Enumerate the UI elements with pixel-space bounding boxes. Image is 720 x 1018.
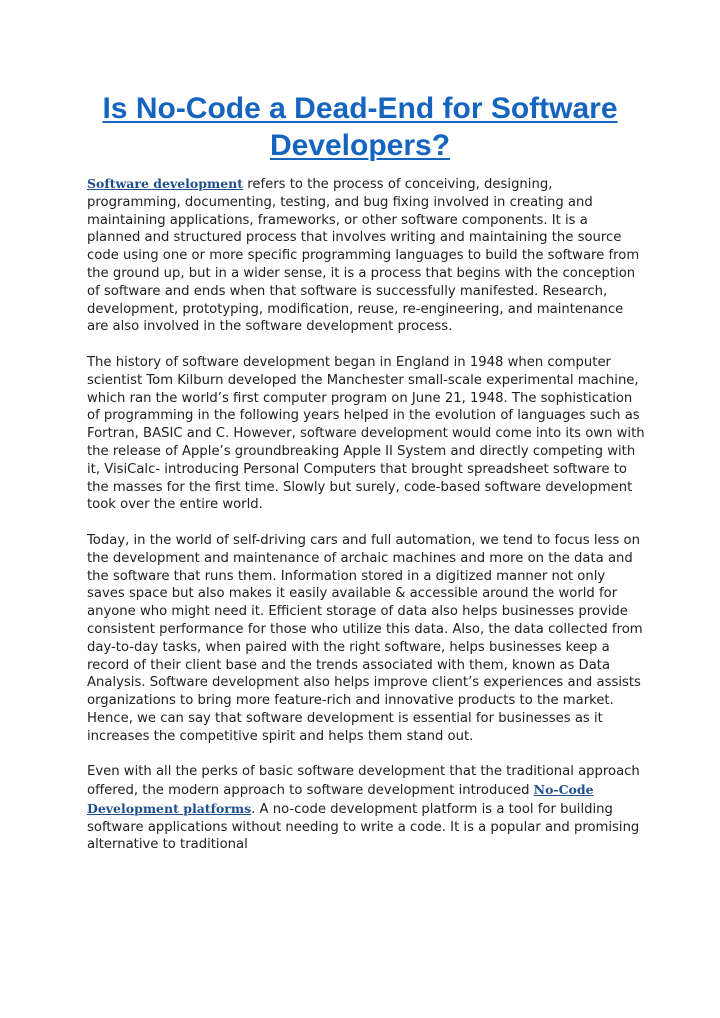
paragraph-intro-text: refers to the process of conceiving, designing, programming, documenting, testing, and bug fixing involved in creating and maintaining applications, frameworks, or other software components. It is a planned and structured process that involves writing and maintaining the source code using one or more specific programming languages to build the software from the ground up, but in a wider sense, it is a process that begins with the conception of software and ends when that software is successfully manifested. Research, development, prototyping, modification, reuse, re-engineering, and maintenance are also involved in the software development process. [87,177,640,335]
article-body [87,175,645,872]
paragraph-history: The history of software development began in England in 1948 when computer scientist Tom Kilburn developed the Manchester small-scale experimental machine, which ran the world’s first computer program on June 21, 1948. The sophistication of programming in the following years helped in the evolution of languages such as Fortran, BASIC and C. However, software development would come into its own with the release of Apple’s groundbreaking Apple II System and directly competing with it, VisiCalc- introducing Personal Computers that brought spreadsheet software to the masses for the first time. Slowly but surely, code-based software development took over the entire world. [87,354,645,513]
paragraph-intro [87,175,645,336]
paragraph-no-code-text-after: . A no-code development platform is a tool for building software applications without needing to write a code. It is a popular and promising alternative to traditional [87,801,640,853]
no-code-platforms-link[interactable]: No-Code Development platforms [87,782,594,816]
paragraph-today: Today, in the world of self-driving cars and full automation, we tend to focus less on the development and maintenance of archaic machines and more on the data and the software that runs them. Information stored in a digitized manner not only saves space but also makes it easily available & accessible around the world for anyone who might need it. Efficient storage of data also helps businesses provide consistent performance for those who utilize this data. Also, the data collected from day-to-day tasks, when paired with the right software, helps businesses keep a record of their client base and the trends associated with them, known as Data Analysis. Software development also helps improve client’s experiences and assists organizations to bring more feature-rich and innovative products to the market. Hence, we can say that software development is essential for businesses as it increases the competitive spirit and helps them stand out. [87,532,643,744]
paragraph-no-code [87,763,645,854]
paragraph-no-code-text-before: Even with all the perks of basic software development that the traditional approach offered, the modern approach to software development introduced [87,764,640,799]
page-title: Is No-Code a Dead-End for Software Developers? [102,92,618,162]
software-development-link[interactable]: Software development [87,176,244,191]
